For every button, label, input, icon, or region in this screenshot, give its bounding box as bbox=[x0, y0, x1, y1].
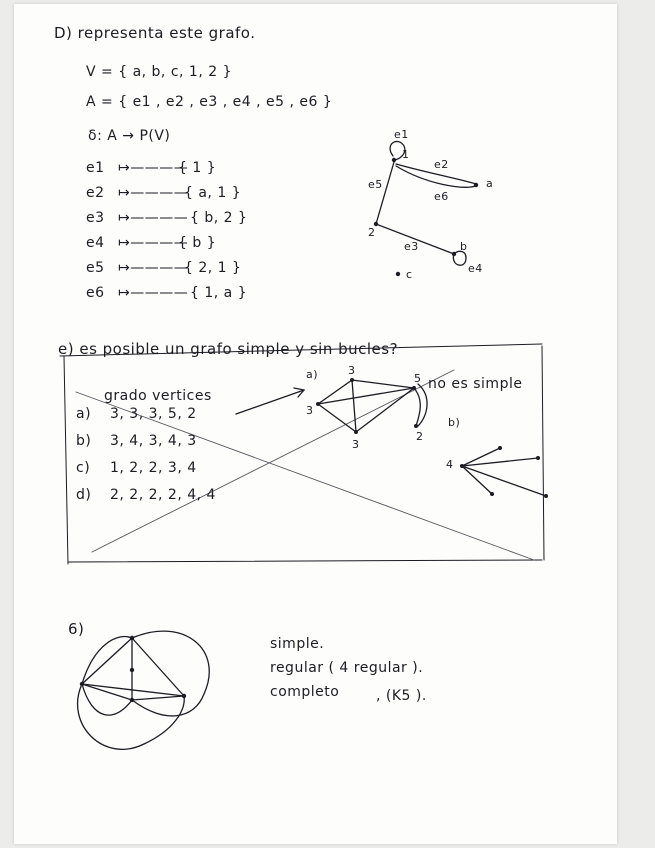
maps-to-arrow-icon: ↦———— bbox=[118, 160, 189, 176]
degree-sequence: 3, 3, 3, 5, 2 bbox=[110, 406, 197, 422]
section-d-heading: D) representa este grafo. bbox=[54, 24, 256, 42]
incidence-function: δ: A → P(V) bbox=[88, 128, 171, 144]
maps-to-arrow-icon: ↦———— bbox=[118, 260, 189, 276]
sketch-a-deg-top: 3 bbox=[348, 364, 356, 377]
section-6-label: 6) bbox=[68, 620, 85, 638]
label-e3: e3 bbox=[404, 240, 419, 253]
k5-drawing bbox=[14, 4, 617, 844]
label-e1: e1 bbox=[394, 128, 409, 141]
label-a: a bbox=[486, 177, 494, 190]
mapping-edge: e4 bbox=[86, 235, 105, 251]
maps-to-arrow-icon: ↦———— bbox=[118, 210, 189, 226]
degree-item-label: d) bbox=[76, 487, 92, 503]
label-b: b bbox=[460, 240, 468, 253]
mapping-edge: e1 bbox=[86, 160, 105, 176]
label-v2: 2 bbox=[368, 226, 376, 239]
label-e4: e4 bbox=[468, 262, 483, 275]
section-e-question: e) es posible un grafo simple y sin bucles? bbox=[58, 340, 399, 358]
degree-sequence: 2, 2, 2, 2, 4, 4 bbox=[110, 487, 216, 503]
edge-set: A = { e1 , e2 , e3 , e4 , e5 , e6 } bbox=[86, 94, 333, 110]
maps-to-arrow-icon: ↦———— bbox=[118, 285, 189, 301]
degree-table-header: grado vertices bbox=[104, 388, 212, 404]
k5-notation: , (K5 ). bbox=[376, 688, 427, 704]
sketch-a-deg-right-top: 5 bbox=[414, 372, 422, 385]
property-complete: completo bbox=[270, 684, 340, 700]
not-simple-note: no es simple bbox=[428, 376, 523, 392]
mapping-edge: e5 bbox=[86, 260, 105, 276]
label-e2: e2 bbox=[434, 158, 449, 171]
label-e6: e6 bbox=[434, 190, 449, 203]
sketch-a-deg-left: 3 bbox=[306, 404, 314, 417]
sketch-b-deg: 4 bbox=[446, 458, 454, 471]
mapping-image: { b, 2 } bbox=[190, 210, 248, 226]
sketch-b-label: b) bbox=[448, 416, 461, 429]
maps-to-arrow-icon: ↦———— bbox=[118, 235, 189, 251]
maps-to-arrow-icon: ↦———— bbox=[118, 185, 189, 201]
mapping-image: { b } bbox=[178, 235, 217, 251]
degree-sequence: 3, 4, 3, 4, 3 bbox=[110, 433, 197, 449]
label-c: c bbox=[406, 268, 413, 281]
mapping-image: { 2, 1 } bbox=[184, 260, 242, 276]
sketch-a-deg-right-bottom: 2 bbox=[416, 430, 424, 443]
property-simple: simple. bbox=[270, 636, 325, 652]
degree-item-label: b) bbox=[76, 433, 92, 449]
property-regular: regular ( 4 regular ). bbox=[270, 660, 424, 676]
mapping-image: { 1 } bbox=[178, 160, 217, 176]
mapping-image: { a, 1 } bbox=[184, 185, 242, 201]
mapping-edge: e3 bbox=[86, 210, 105, 226]
label-e5: e5 bbox=[368, 178, 383, 191]
degree-item-label: c) bbox=[76, 460, 91, 476]
mapping-edge: e6 bbox=[86, 285, 105, 301]
sketch-a-deg-bottom: 3 bbox=[352, 438, 360, 451]
mapping-edge: e2 bbox=[86, 185, 105, 201]
vertex-set: V = { a, b, c, 1, 2 } bbox=[86, 64, 233, 80]
notebook-page bbox=[14, 4, 617, 844]
degree-item-label: a) bbox=[76, 406, 92, 422]
sketch-a-label: a) bbox=[306, 368, 319, 381]
mapping-image: { 1, a } bbox=[190, 285, 248, 301]
degree-sequence: 1, 2, 2, 3, 4 bbox=[110, 460, 197, 476]
label-v1: 1 bbox=[402, 148, 410, 161]
